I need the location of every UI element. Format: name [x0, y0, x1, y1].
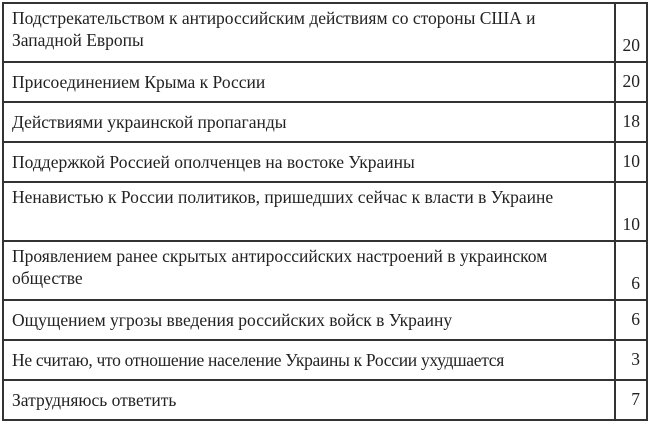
row-label: Не считаю, что отношение население Украины к России ухудшается	[3, 340, 615, 380]
row-label: Действиями украинской пропаганды	[3, 102, 615, 142]
row-value: 10	[615, 142, 647, 182]
row-value: 10	[615, 182, 647, 241]
survey-table	[2, 2, 648, 421]
table-row	[3, 62, 647, 102]
row-label: Подстрекательством к антироссийским действиям со стороны США и Западной Европы	[3, 3, 615, 62]
row-value: 6	[615, 300, 647, 340]
row-value: 7	[615, 380, 647, 420]
row-value: 3	[615, 340, 647, 380]
table-row	[3, 380, 647, 420]
row-label: Ненавистью к России политиков, пришедших сейчас к власти в Украине	[3, 182, 615, 241]
row-value: 6	[615, 241, 647, 300]
table-row	[3, 3, 647, 62]
table-row	[3, 300, 647, 340]
row-value: 20	[615, 62, 647, 102]
table-row	[3, 241, 647, 300]
row-label: Присоединением Крыма к России	[3, 62, 615, 102]
table-row	[3, 182, 647, 241]
table-row	[3, 142, 647, 182]
row-label: Ощущением угрозы введения российских войск в Украину	[3, 300, 615, 340]
table-row	[3, 102, 647, 142]
row-label: Затрудняюсь ответить	[3, 380, 615, 420]
row-label: Поддержкой Россией ополченцев на востоке Украины	[3, 142, 615, 182]
row-label: Проявлением ранее скрытых антироссийских настроений в украинском обществе	[3, 241, 615, 300]
row-value: 18	[615, 102, 647, 142]
table-row	[3, 340, 647, 380]
row-value: 20	[615, 3, 647, 62]
